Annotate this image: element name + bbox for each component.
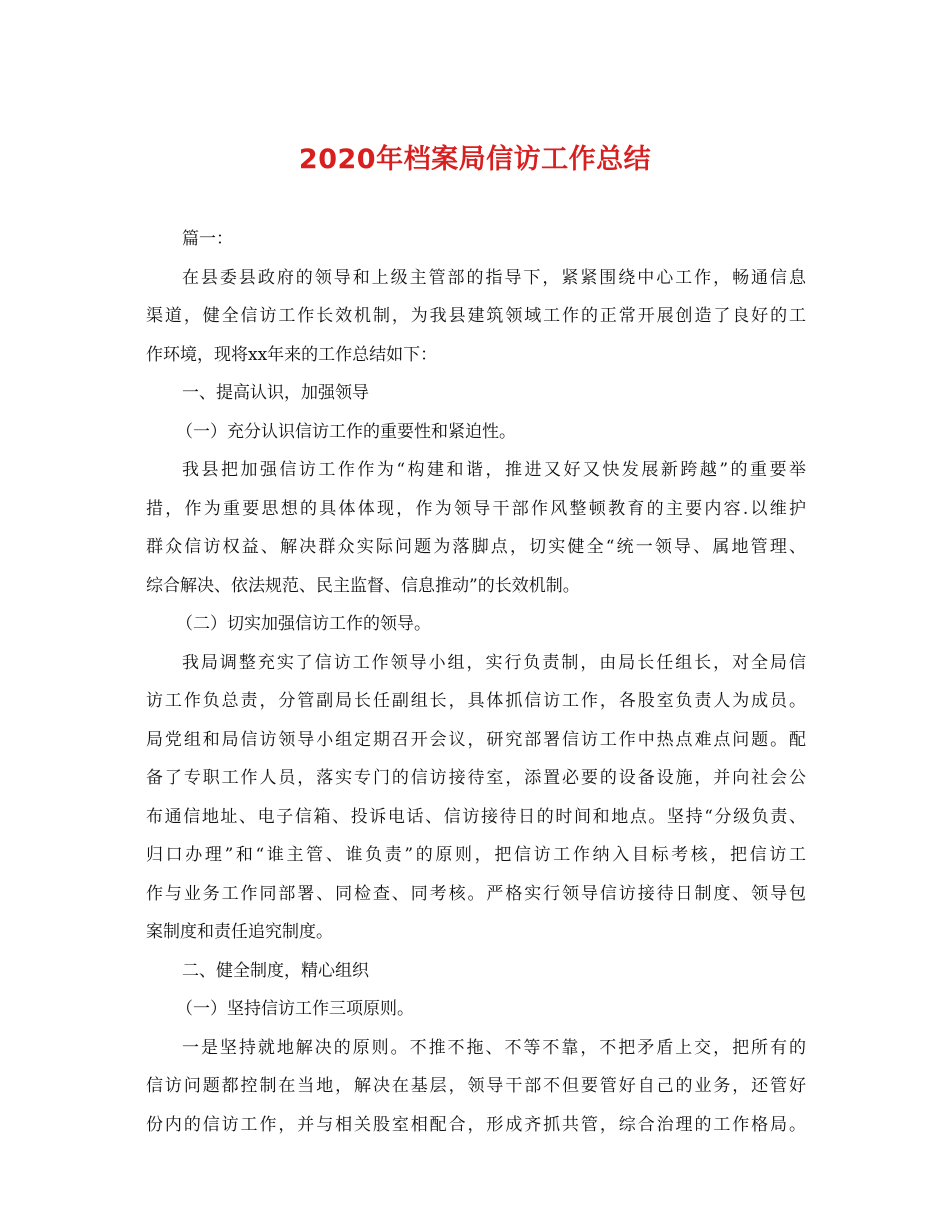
text-line: （一）坚持信访工作三项原则。 [176, 999, 414, 1019]
text-line: 份内的信访工作，并与相关股室相配合，形成齐抓共管，综合治理的工作格局。 [146, 1114, 806, 1135]
text-line: 归口办理”和“谁主管、谁负责”的原则，把信访工作纳入目标考核，把信访工 [146, 845, 806, 865]
text-line: 篇一： [182, 229, 233, 249]
text-line: 在县委县政府的领导和上级主管部的指导下，紧紧围绕中心工作，畅通信息 [182, 267, 806, 288]
text-line: 局党组和局信访领导小组定期召开会议，研究部署信访工作中热点难点问题。配 [146, 729, 806, 750]
text-line: 群众信访权益、解决群众实际问题为落脚点，切实健全“统一领导、属地管理、 [146, 537, 806, 557]
text-line: 我县把加强信访工作作为“构建和谐，推进又好又快发展新跨越”的重要举 [182, 460, 806, 480]
text-line: 作环境，现将xx年来的工作总结如下： [146, 344, 438, 365]
text-line: （二）切实加强信访工作的领导。 [176, 614, 431, 634]
text-line: 措，作为重要思想的具体体现，作为领导干部作风整顿教育的主要内容.以维护 [146, 498, 806, 519]
text-line: 二、健全制度，精心组织 [182, 960, 369, 981]
text-line: 布通信地址、电子信箱、投诉电话、信访接待日的时间和地点。坚持“分级负责、 [146, 806, 806, 827]
text-line: 综合解决、依法规范、民主监督、信息推动”的长效机制。 [146, 575, 580, 596]
text-line: 一、提高认识，加强领导 [182, 383, 369, 403]
document-title: 2020年档案局信访工作总结 [298, 144, 652, 175]
text-line: 备了专职工作人员，落实专门的信访接待室，添置必要的设备设施，并向社会公 [146, 768, 806, 788]
text-line: 访工作负总责，分管副局长任副组长，具体抓信访工作，各股室负责人为成员。 [146, 691, 806, 711]
text-line: 一是坚持就地解决的原则。不推不拖、不等不靠，不把矛盾上交，把所有的 [182, 1037, 806, 1058]
text-line: 信访问题都控制在当地，解决在基层，领导干部不但要管好自己的业务，还管好 [146, 1076, 806, 1096]
text-line: 作与业务工作同部署、同检查、同考核。严格实行领导信访接待日制度、领导包 [146, 883, 806, 904]
document-body [146, 220, 806, 1144]
text-line: 我局调整充实了信访工作领导小组，实行负责制，由局长任组长，对全局信 [182, 652, 806, 673]
text-line: 案制度和责任追究制度。 [146, 922, 333, 942]
text-line: （一）充分认识信访工作的重要性和紧迫性。 [176, 421, 516, 442]
text-line: 渠道，健全信访工作长效机制，为我县建筑领域工作的正常开展创造了良好的工 [146, 306, 806, 326]
